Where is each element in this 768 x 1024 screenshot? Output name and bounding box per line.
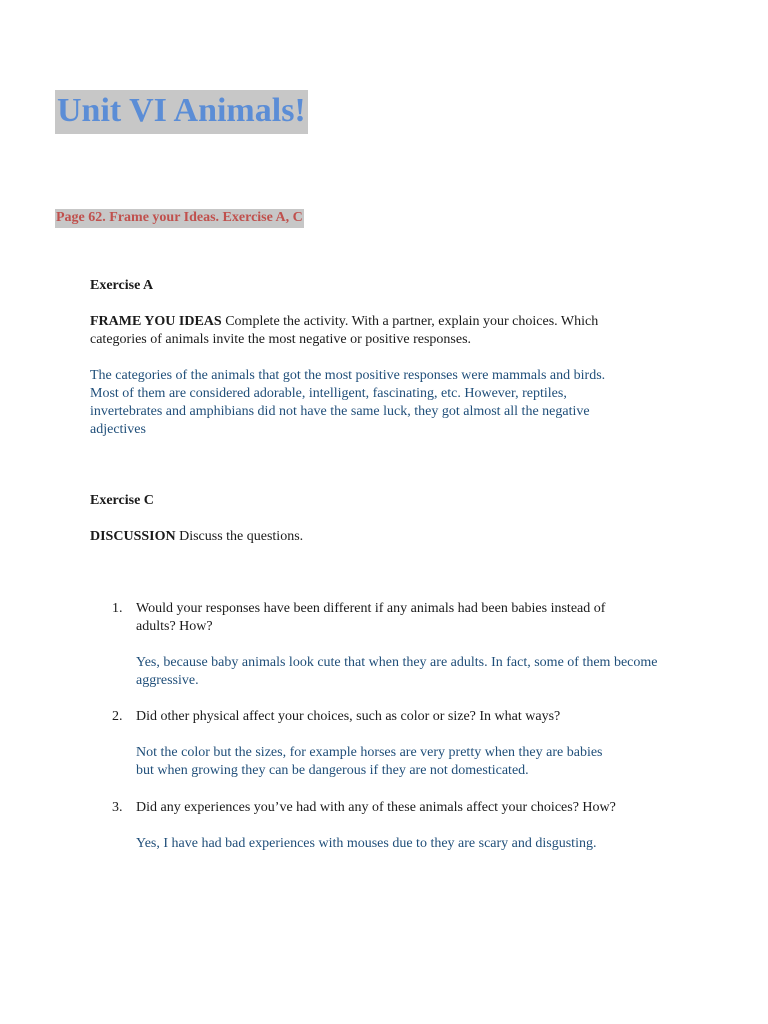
page-title: Unit VI Animals!: [55, 90, 308, 134]
exercise-a-answer: [90, 367, 605, 439]
question-line: Did any experiences you’ve had with any of these animals affect your choices? How?: [136, 800, 616, 815]
exercise-a-instruction: [90, 313, 598, 349]
exercise-c-heading: Exercise C: [90, 493, 154, 508]
exercise-c-instruction-text: Discuss the questions.: [175, 529, 304, 544]
exercise-c-label: DISCUSSION: [90, 529, 176, 544]
exercise-c-instruction: [90, 528, 303, 546]
answer-line: Most of them are considered adorable, intelligent, fascinating, etc. However, reptiles,: [90, 386, 567, 401]
question-number: 2.: [112, 709, 123, 724]
exercise-a-instruction-line2: categories of animals invite the most negative or positive responses.: [90, 332, 472, 347]
exercise-a-label: FRAME YOU IDEAS: [90, 314, 222, 329]
answer-line: Yes, because baby animals look cute that when they are adults. In fact, some of them become: [136, 655, 658, 670]
question-answer: [136, 744, 603, 780]
answer-line: Yes, I have had bad experiences with mouses due to they are scary and disgusting.: [136, 836, 597, 851]
question-number: 3.: [112, 800, 123, 815]
answer-line: invertebrates and amphibians did not have the same luck, they got almost all the negative: [90, 404, 590, 419]
question-line: Would your responses have been different if any animals had been babies instead of: [136, 601, 606, 616]
question-line: Did other physical affect your choices, such as color or size? In what ways?: [136, 709, 561, 724]
question-text: [136, 708, 560, 726]
exercise-a-heading: Exercise A: [90, 278, 154, 293]
answer-line: The categories of the animals that got the most positive responses were mammals and birds.: [90, 368, 606, 383]
answer-line: but when growing they can be dangerous if they are not domesticated.: [136, 763, 529, 778]
question-text: [136, 600, 605, 636]
answer-line: aggressive.: [136, 673, 199, 688]
question-line: adults? How?: [136, 619, 213, 634]
answer-line: adjectives: [90, 422, 146, 437]
question-answer: [136, 654, 657, 690]
answer-line: Not the color but the sizes, for example horses are very pretty when they are babies: [136, 745, 603, 760]
page-reference: Page 62. Frame your Ideas. Exercise A, C: [55, 209, 304, 228]
question-answer: [136, 835, 596, 853]
question-number: 1.: [112, 601, 123, 616]
question-text: [136, 799, 616, 817]
exercise-a-instruction-line1: Complete the activity. With a partner, explain your choices. Which: [221, 314, 599, 329]
